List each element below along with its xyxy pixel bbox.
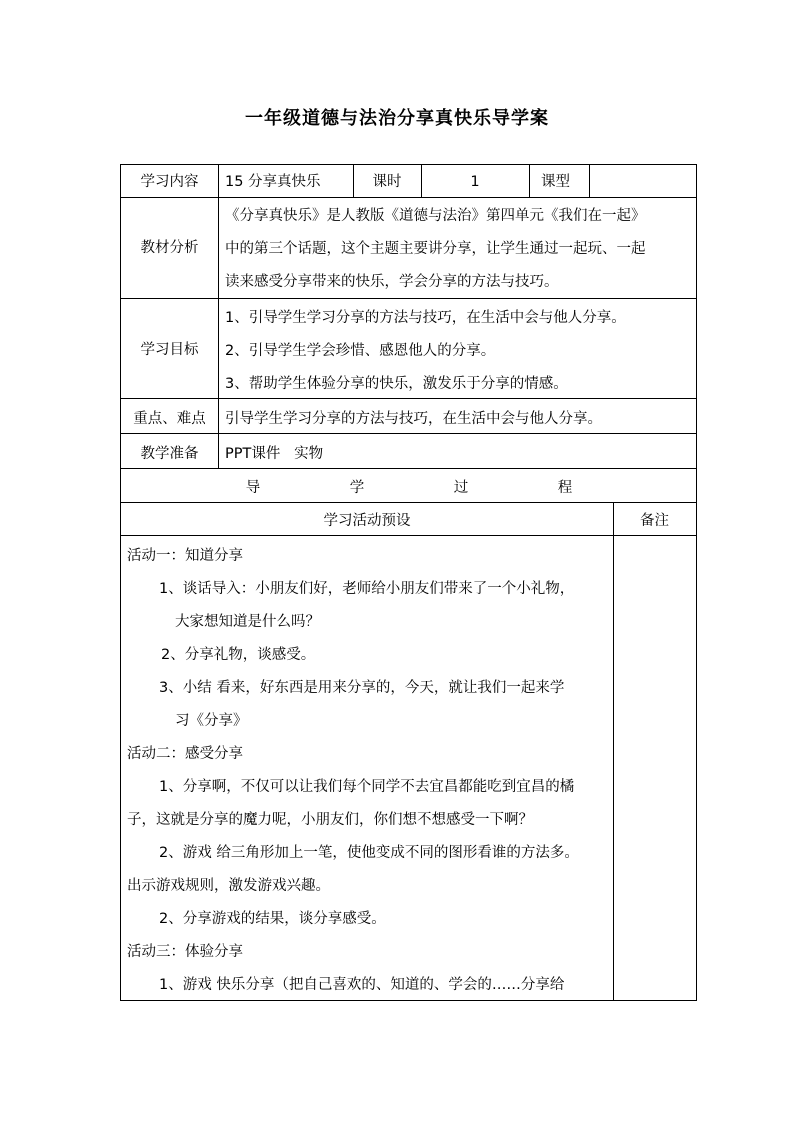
column-divider — [529, 165, 530, 197]
column-divider — [218, 165, 219, 468]
activity-line: 2、分享礼物，谈感受。 — [161, 647, 316, 663]
goals-list — [225, 302, 626, 401]
key-points-text: 引导学生学习分享的方法与技巧，在生活中会与他人分享。 — [225, 411, 602, 427]
notes-header: 备注 — [640, 513, 669, 529]
activity-line: 习《分享》 — [175, 713, 248, 729]
row-divider — [121, 433, 696, 434]
prep-text: PPT课件 实物 — [225, 446, 324, 462]
row-divider — [121, 502, 696, 503]
page-title: 一年级道德与法治分享真快乐导学案 — [245, 108, 549, 129]
goal-item: 2、引导学生学会珍惜、感恩他人的分享。 — [225, 343, 496, 359]
period-label: 课时 — [372, 174, 402, 190]
column-divider — [589, 165, 590, 197]
analysis-line: 《分享真快乐》是人教版《道德与法治》第四单元《我们在一起》 — [225, 208, 646, 224]
activity-heading: 活动三：体验分享 — [127, 944, 243, 960]
activity-line: 1、分享啊，不仅可以让我们每个同学不去宜昌都能吃到宜昌的橘 — [159, 779, 575, 795]
activity-line: 1、谈话导入：小朋友们好，老师给小朋友们带来了一个小礼物， — [159, 581, 575, 597]
goals-label: 学习目标 — [140, 342, 199, 358]
process-char: 过 — [453, 480, 469, 496]
lesson-plan-table — [120, 164, 697, 1001]
process-char: 学 — [349, 480, 365, 496]
key-points-label: 重点、难点 — [133, 411, 206, 427]
activity-line: 出示游戏规则，激发游戏兴趣。 — [127, 878, 330, 894]
column-divider — [613, 502, 614, 1000]
activity-line: 3、小结 看来，好东西是用来分享的，今天，就让我们一起来学 — [159, 680, 565, 696]
analysis-label: 教材分析 — [140, 240, 199, 256]
process-char: 程 — [557, 480, 573, 496]
row-divider — [121, 468, 696, 469]
process-header — [201, 478, 617, 498]
activity-heading: 活动二：感受分享 — [127, 746, 243, 762]
row-divider — [121, 197, 696, 198]
activity-header: 学习活动预设 — [323, 513, 411, 529]
period-value: 1 — [470, 174, 480, 190]
activity-line: 子，这就是分享的魔力呢，小朋友们，你们想不想感受一下啊？ — [127, 812, 533, 828]
process-char: 导 — [245, 480, 261, 496]
activity-line: 2、游戏 给三角形加上一笔，使他变成不同的图形看谁的方法多。 — [159, 845, 579, 861]
content-label: 学习内容 — [140, 174, 199, 190]
activity-list — [127, 540, 579, 1002]
prep-label: 教学准备 — [140, 446, 199, 462]
analysis-text — [225, 200, 646, 299]
activity-heading: 活动一：知道分享 — [127, 548, 243, 564]
content-value: 15 分享真快乐 — [225, 174, 321, 190]
analysis-line: 中的第三个话题，这个主题主要讲分享，让学生通过一起玩、一起 — [225, 241, 646, 257]
activity-line: 大家想知道是什么吗？ — [175, 614, 320, 630]
row-divider — [121, 535, 696, 536]
goal-item: 3、帮助学生体验分享的快乐，激发乐于分享的情感。 — [225, 376, 568, 392]
goal-item: 1、引导学生学习分享的方法与技巧，在生活中会与他人分享。 — [225, 310, 626, 326]
analysis-line: 读来感受分享带来的快乐，学会分享的方法与技巧。 — [225, 274, 559, 290]
activity-line: 2、分享游戏的结果，谈分享感受。 — [159, 911, 386, 927]
type-label: 课型 — [541, 174, 570, 190]
activity-line: 1、游戏 快乐分享（把自己喜欢的、知道的、学会的……分享给 — [159, 977, 565, 993]
